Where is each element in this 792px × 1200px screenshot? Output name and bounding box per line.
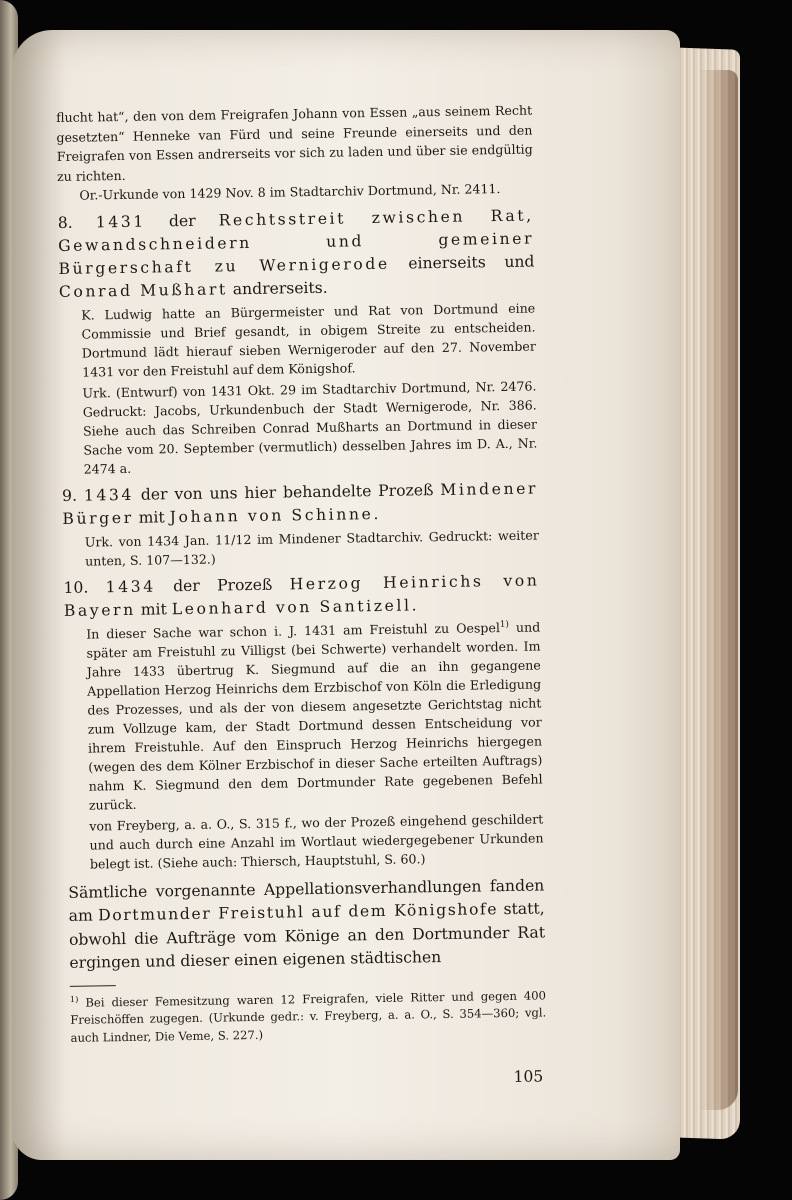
entry-8-heading: [58, 204, 535, 303]
entry-9-opponent: Johann von Schinne.: [169, 504, 382, 526]
page-stack-shadow: [700, 70, 738, 1110]
entry-10-parties: Herzog Heinrichs von Bayern: [63, 570, 540, 620]
entry-8-year: 1431: [95, 212, 146, 231]
entry-10-heading: [63, 569, 540, 622]
entry-9-text: der von uns hier behandelte Prozeß: [140, 480, 434, 504]
entry-8-tail: andrerseits.: [232, 278, 328, 298]
entry-8-number: 8.: [57, 213, 73, 232]
entry-10-body-b: und später am Freistuhl zu Villigst (bei Schwerte) verhandelt worden. Im Jahre 1433 übertrug K. Siegmund auf die an ihn gegangene Appellation Herzog Heinrichs dem Erzbischof von Köln die Erledigung des Prozesses, und als der von diesem angesetzte Gerichtstag nicht zum Vollzuge kam, der Stadt Dortmund dessen Entscheidung vor ihrem Freistuhle. Auf den Einspruch Herzog Heinrichs hiergegen (wegen des dem Kölner Erzbischof in dieser Sache erteilten Auftrags) nahm K. Siegmund den dem Dortmunder Rate gegebenen Befehl zurück.: [86, 618, 543, 813]
entry-10-citation: von Freyberg, a. a. O., S. 315 f., wo der Prozeß eingehend geschildert und auch durch eine Anzahl im Wortlaut wiedergegebener Urkunden belegt ist. (Siehe auch: Thiersch, Hauptstuhl, S. 60.): [89, 810, 544, 872]
footnote-ref: 1): [499, 619, 509, 630]
entry-9-citation: Urk. von 1434 Jan. 11/12 im Mindener Stadtarchiv. Gedruckt: weiter unten, S. 107—132.): [84, 526, 539, 569]
entry-9-heading: [62, 477, 539, 530]
entry-10-connector: mit: [140, 599, 167, 619]
top-fragment: flucht hat“, den von dem Freigrafen Johann von Essen „aus seinem Recht gesetzten“ Henneke van Fürd und seine Freunde einerseits und den Freigrafen von Essen andrerseits vor sich zu laden und über sie endgültig zu richten.: [56, 102, 533, 184]
entry-8-connector: einerseits und: [408, 252, 535, 272]
entry-10-year: 1434: [105, 576, 156, 596]
top-fragment-citation: Or.-Urkunde von 1429 Nov. 8 im Stadtarchiv Dortmund, Nr. 2411.: [79, 181, 501, 203]
entry-10-opponent: Leonhard von Santizell.: [171, 595, 420, 618]
footnote-text: Bei dieser Femesitzung waren 12 Freigrafen, viele Ritter und gegen 400 Freischöffen zugegen. (Urkunde gedr.: v. Freyberg, a. a. O., S. 354—360; vgl. auch Lindner, Die Veme, S. 227.): [70, 987, 547, 1045]
entry-9-connector: mit: [138, 507, 165, 527]
closing-paragraph: [68, 874, 545, 975]
entry-10-number: 10.: [63, 578, 89, 597]
page-number: 105: [513, 1067, 544, 1086]
entry-9-parties: Mindener Bürger: [62, 478, 539, 528]
entry-8-citation: Urk. (Entwurf) von 1431 Okt. 29 im Stadtarchiv Dortmund, Nr. 2476. Gedruckt: Jacobs, Urkundenbuch der Stadt Wernigerode, Nr. 386. Siehe auch das Schreiben Conrad Mußharts an Dortmund in dieser Sache vom 20. September (vermutlich) desselben Jahres im D. A., Nr. 2474 a.: [82, 377, 538, 477]
closing-text-a: Sämtliche vorgenannte Appellationsverhandlungen fanden am: [68, 875, 545, 925]
entry-8-body: K. Ludwig hatte an Bürgermeister und Rat von Dortmund eine Commissie und Brief gesandt, in obigem Streite zu entscheiden. Dortmund lädt hierauf sieben Wernigeroder auf den 27. November 1431 vor den Freistuhl auf dem Königshof.: [81, 299, 536, 380]
entry-10-text: der Prozeß: [172, 575, 273, 595]
entry-10-body-a: In dieser Sache war schon i. J. 1431 am Freistuhl zu Oespel: [86, 619, 501, 642]
entry-10-body: [86, 617, 543, 814]
entry-9-year: 1434: [83, 485, 135, 505]
footnote-divider: [70, 985, 116, 987]
closing-text-b: statt, obwohl die Aufträge vom Könige an den Dortmunder Rat ergingen und dieser einen eigenen städtischen: [68, 899, 546, 972]
footnote: [70, 987, 547, 1047]
footnote-mark: 1): [69, 993, 79, 1004]
page-text: [56, 101, 547, 1093]
entry-8-text: der: [168, 211, 196, 230]
entry-8-opponent: Conrad Mußhart: [58, 279, 228, 301]
entry-9-number: 9.: [61, 486, 78, 505]
entry-8-parties: Rechtsstreit zwischen Rat, Gewandschneidern und gemeiner Bürgerschaft zu Wernigerode: [58, 206, 535, 278]
closing-spaced: Dortmunder Freistuhl auf dem Königshofe: [98, 900, 499, 925]
